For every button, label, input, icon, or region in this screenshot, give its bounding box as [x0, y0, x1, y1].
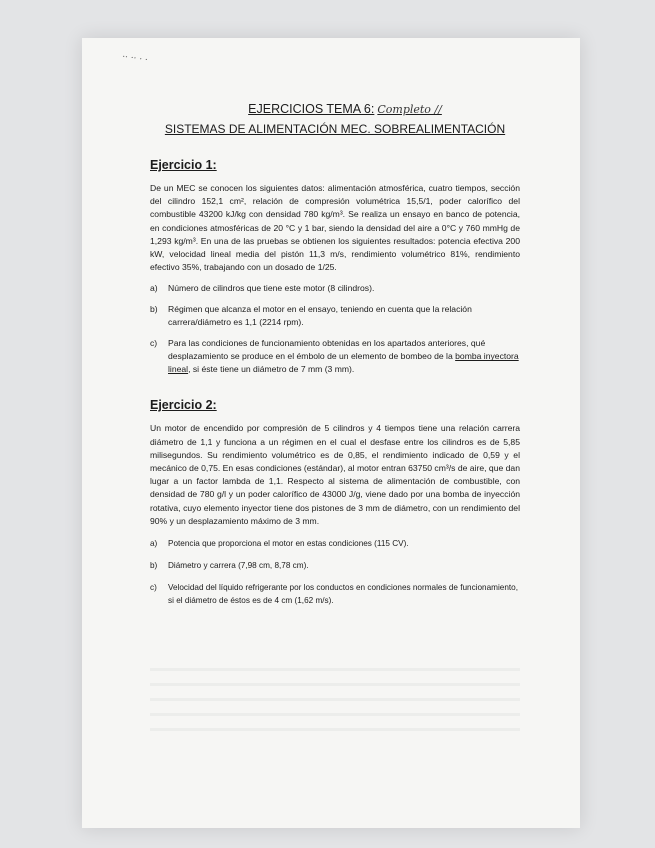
exercise2-item-a	[150, 537, 520, 550]
item-marker: c)	[150, 338, 158, 349]
exercise2-item-b	[150, 559, 520, 572]
exercise1-item-a	[150, 282, 520, 295]
document-subtitle: SISTEMAS DE ALIMENTACIÓN MEC. SOBREALIMENTACIÓN	[164, 122, 506, 136]
exercise2-heading: Ejercicio 2:	[150, 398, 217, 413]
document-content	[150, 102, 520, 607]
corner-scribble: ·· ·· · ·	[121, 52, 149, 66]
item-marker: b)	[150, 561, 158, 571]
item-marker: c)	[150, 583, 157, 593]
document-title	[160, 102, 530, 116]
document-title-text: EJERCICIOS TEMA 6:	[248, 102, 375, 116]
item-text-before: Para las condiciones de funcionamiento obtenidas en los apartados anteriores, qué desplazamiento se produce en el émbolo de un elemento de bombeo de la	[168, 338, 486, 362]
exercise2-item-c	[150, 581, 520, 607]
underlined-phrase: bomba inyectora lineal	[168, 351, 519, 375]
item-text: Potencia que proporciona el motor en estas condiciones (115 CV).	[168, 539, 409, 549]
exercise2-statement: Un motor de encendido por compresión de 5 cilindros y 4 tiempos tiene una relación carrera diámetro de 1,1 y funciona a un régimen en el cual el desfase entre los cilindros es de 5,85 milisegundos. Su rendimiento volumétrico es de 0,85, el rendimiento indicado de 0,59 y el mecánico de 0,75. En esas condiciones (estándar), al motor entran 63750 cm³/s de aire, que dan lugar a un factor lambda de 1,1. Respecto al sistema de alimentación de combustible, con densidad de 780 g/l y un poder calorífico de 43000 J/g, viene dado por una bomba de inyección rotativa, cuyo elemento inyector tiene dos pistones de 3 mm de diámetro, con un rendimiento del 90% y un desplazamiento máximo de 3 mm.	[150, 423, 520, 526]
exercise1-items	[150, 282, 520, 376]
handwritten-note: Completo //	[377, 103, 442, 116]
exercise2-items	[150, 537, 520, 607]
item-marker: a)	[150, 539, 158, 549]
exercise1-statement: De un MEC se conocen los siguientes datos: alimentación atmosférica, cuatro tiempos, sección del cilindro 152,1 cm², relación de compresión volumétrica 15,5/1, poder calorífico del combustible 43200 kJ/kg con densidad 780 kg/m³. Se realiza un ensayo en banco de potencia, en condiciones atmosféricas de 20 °C y 1 bar, siendo la densidad del aire a 0°C y 760 mmHg de 1,293 kg/m³. En una de las pruebas se obtienen los siguientes resultados: potencia efectiva 200 kW, velocidad lineal media del pistón 11,3 m/s, rendimiento volumétrico 81%, rendimiento efectivo 35%, trabajando con un dosado de 1/25.	[150, 183, 520, 273]
item-text: Velocidad del líquido refrigerante por los conductos en condiciones normales de funcionamiento, si el diámetro de éstos es de 4 cm (1,62 m/s).	[168, 583, 519, 606]
paper-sheet	[82, 38, 580, 828]
exercise1-heading: Ejercicio 1:	[150, 158, 217, 172]
item-marker: b)	[150, 304, 158, 315]
exercise1-item-b	[150, 303, 520, 329]
item-marker: a)	[150, 283, 158, 294]
item-text: Número de cilindros que tiene este motor (8 cilindros).	[168, 283, 375, 294]
item-text	[168, 337, 520, 376]
item-text: Régimen que alcanza el motor en el ensayo, teniendo en cuenta que la relación carrera/diámetro es 1,1 (2214 rpm).	[168, 304, 472, 328]
bleed-through-text	[150, 656, 520, 743]
item-text-after: , si éste tiene un diámetro de 7 mm (3 mm).	[188, 364, 355, 375]
item-text: Diámetro y carrera (7,98 cm, 8,78 cm).	[168, 561, 309, 571]
exercise1-item-c	[150, 337, 520, 376]
